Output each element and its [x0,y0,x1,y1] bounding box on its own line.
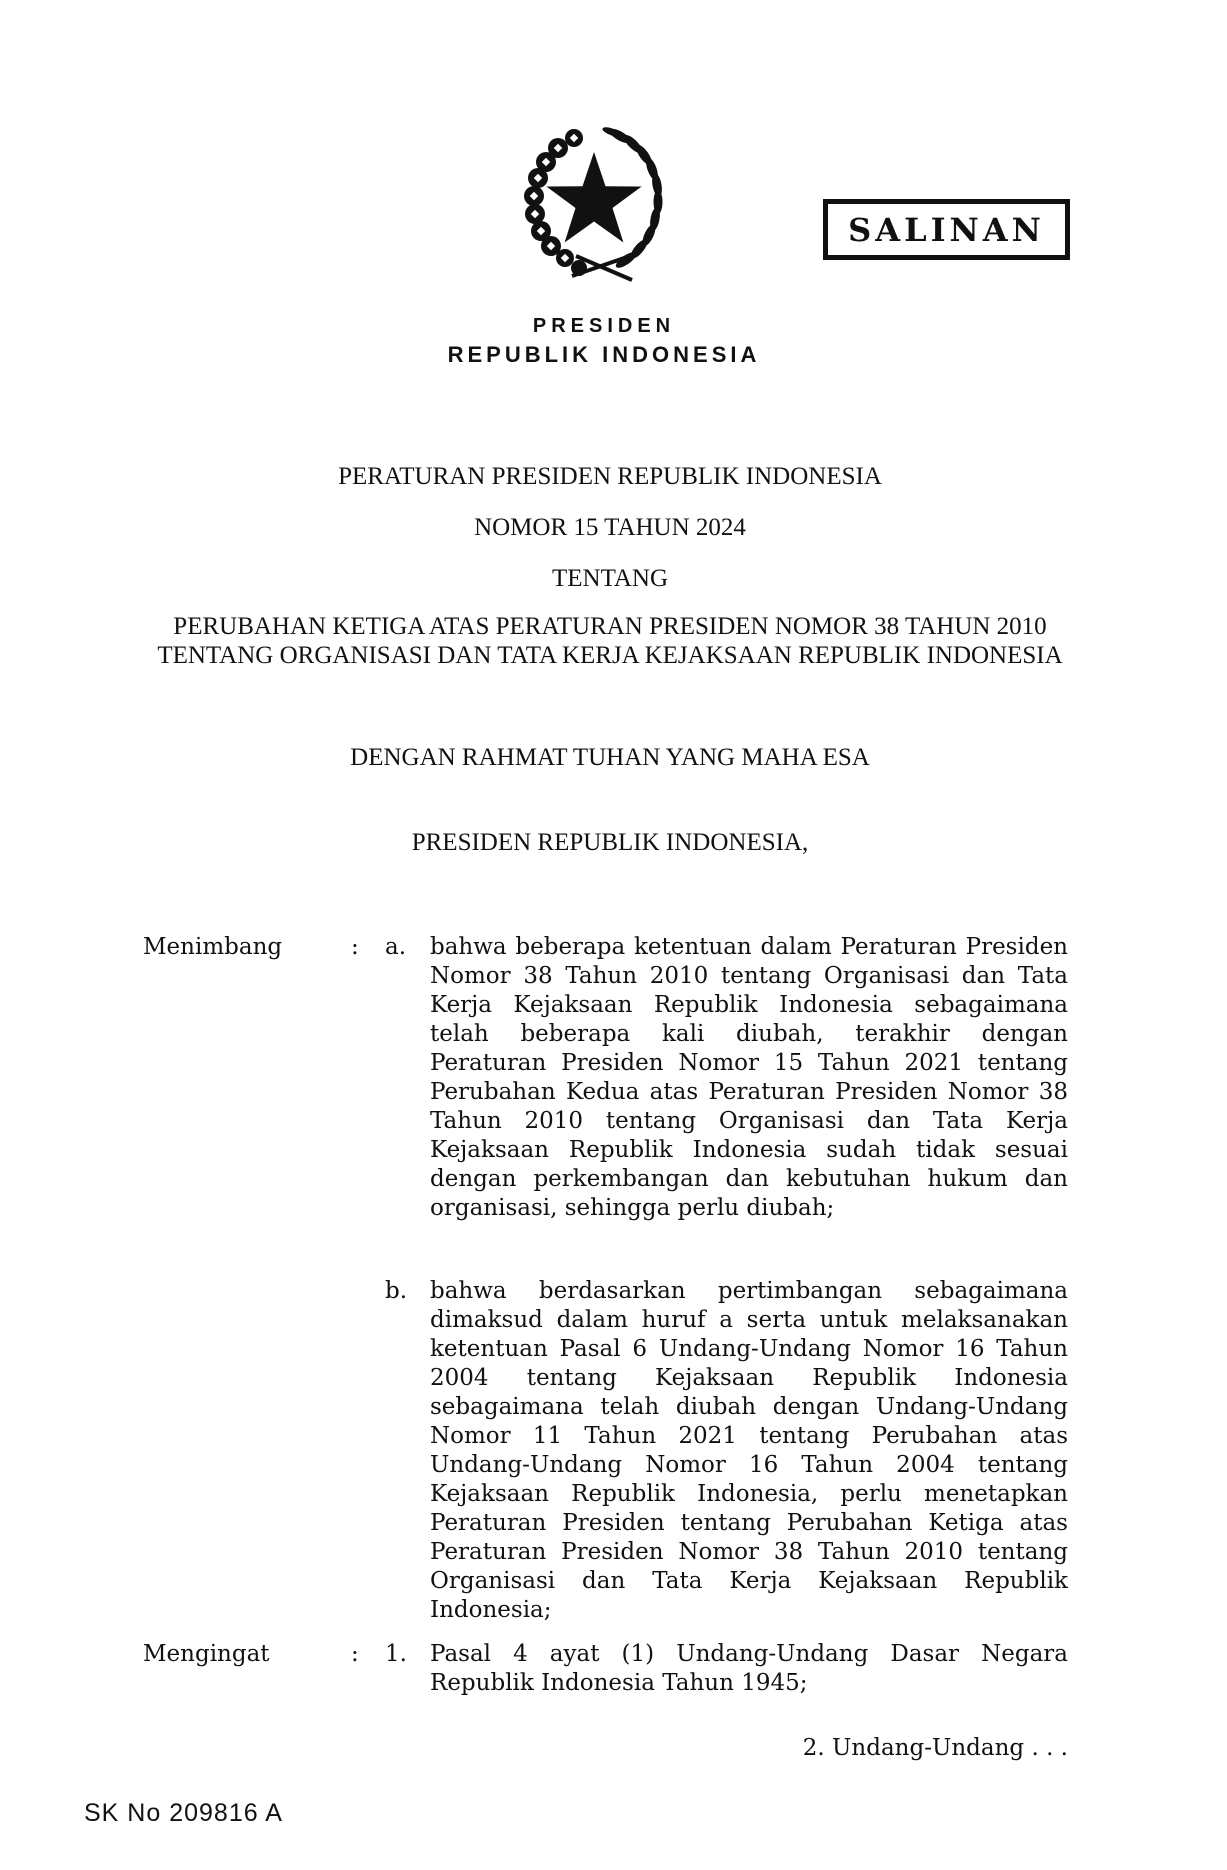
recalling-item-1 [385,1640,1075,1698]
considering-section [143,933,1075,1625]
regulation-tentang: TENTANG [551,565,669,592]
regulation-title: PERATURAN PRESIDEN REPUBLIK INDONESIA [338,463,882,490]
sk-number: SK No 209816 A [84,1799,283,1827]
enacting-authority-line: PRESIDEN REPUBLIK INDONESIA, [411,829,809,856]
item-marker: 1. [385,1641,407,1667]
salinan-stamp [823,199,1070,260]
regulation-number: NOMOR 15 TAHUN 2024 [474,514,746,541]
salinan-stamp-label: SALINAN [848,210,1045,249]
recalling-colon: : [351,1641,359,1667]
letterhead-republik-indonesia: REPUBLIK INDONESIA [447,342,761,367]
item-text: Pasal 4 ayat (1) Undang-Undang Dasar Negara Republik Indonesia Tahun 1945; [430,1641,1068,1696]
regulation-subject-line2: TENTANG ORGANISASI DAN TATA KERJA KEJAKSAAN REPUBLIK INDONESIA [157,642,1063,669]
catchword: 2. Undang-Undang . . . [802,1735,1068,1761]
recalling-section [143,1640,1075,1698]
recalling-label: Mengingat [143,1641,270,1667]
considering-item-b [385,1277,1075,1625]
regulation-heading [140,462,1080,670]
star-wreath-emblem-icon [508,124,680,292]
item-marker: b. [385,1278,408,1304]
considering-label: Menimbang [143,934,283,960]
item-marker: a. [385,934,407,960]
invocation-line: DENGAN RAHMAT TUHAN YANG MAHA ESA [350,744,870,771]
considering-colon: : [351,934,359,960]
regulation-subject-line1: PERUBAHAN KETIGA ATAS PERATURAN PRESIDEN NOMOR 38 TAHUN 2010 [173,613,1047,640]
national-emblem-icon [508,124,680,292]
item-text: bahwa beberapa ketentuan dalam Peraturan Presiden Nomor 38 Tahun 2010 tentang Organisasi dan Tata Kerja Kejaksaan Republik Indonesia sebagaimana telah beberapa kali diubah, terakhir dengan Peraturan Presiden Nomor 15 Tahun 2021 tentang Perubahan Kedua atas Peraturan Presiden Nomor 38 Tahun 2010 tentang Organisasi dan Tata Kerja Kejaksaan Republik Indonesia sudah tidak sesuai dengan perkembangan dan kebutuhan hukum dan organisasi, sehingga perlu diubah; [430,934,1068,1221]
letterhead-presiden: PRESIDEN [532,315,676,337]
letterhead [104,315,1104,368]
considering-item-a [385,933,1075,1223]
item-text: bahwa berdasarkan pertimbangan sebagaimana dimaksud dalam huruf a serta untuk melaksanakan ketentuan Pasal 6 Undang-Undang Nomor 16 Tahun 2004 tentang Kejaksaan Republik Indonesia sebagaimana telah diubah dengan Undang-Undang Nomor 11 Tahun 2021 tentang Perubahan atas Undang-Undang Nomor 16 Tahun 2004 tentang Kejaksaan Republik Indonesia, perlu menetapkan Peraturan Presiden tentang Perubahan Ketiga atas Peraturan Presiden Nomor 38 Tahun 2010 tentang Organisasi dan Tata Kerja Kejaksaan Republik Indonesia; [430,1278,1068,1623]
star-icon [546,152,641,243]
